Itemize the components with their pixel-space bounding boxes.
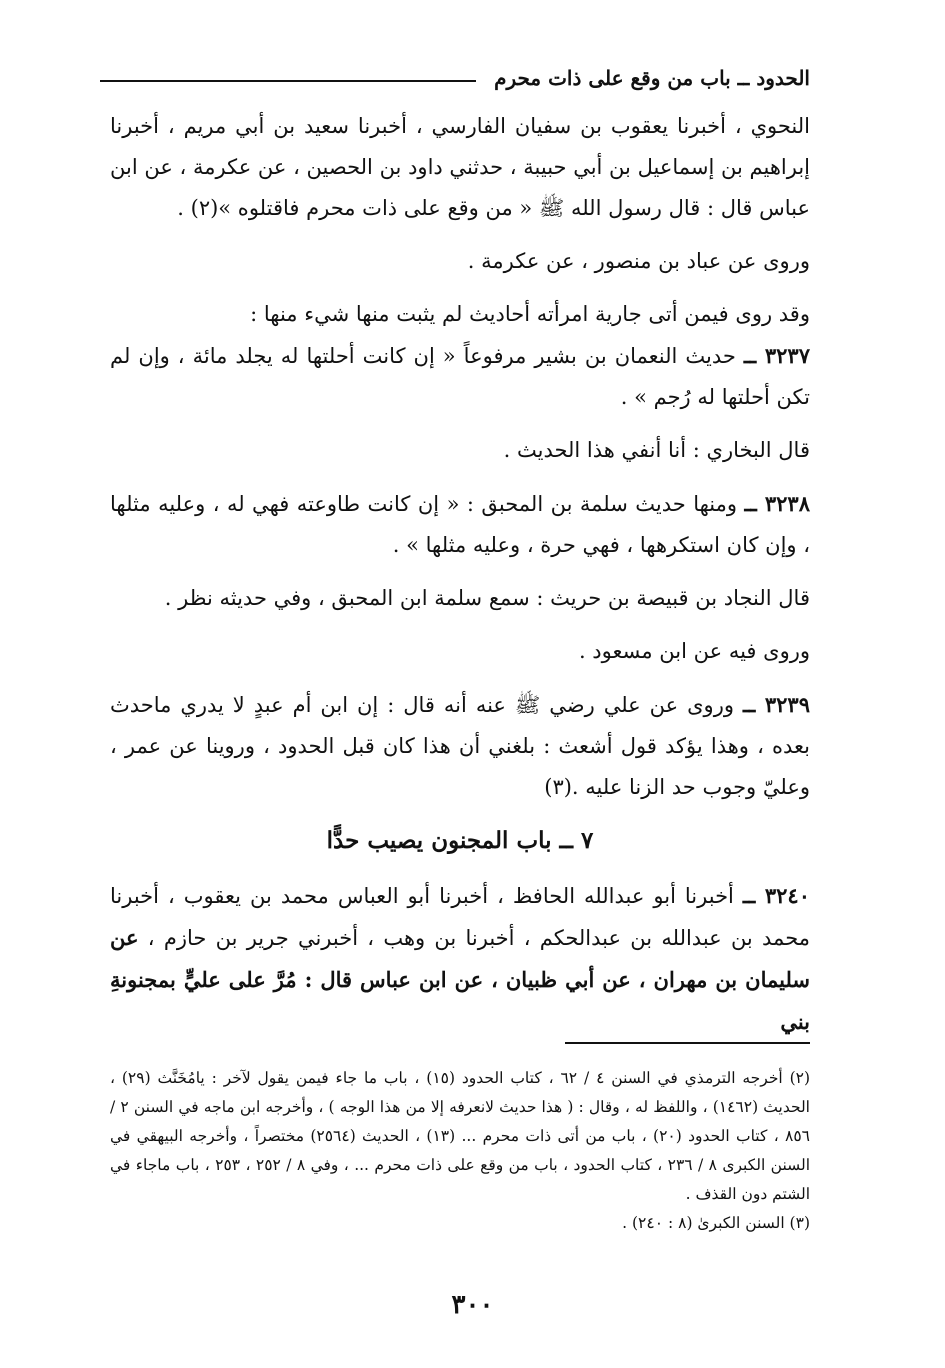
paragraph-intro: وقد روى فيمن أتى جارية امرأته أحاديث لم يثبت منها شيء منها : <box>250 302 810 326</box>
footnotes <box>110 1064 810 1238</box>
hadith-3238 <box>110 483 810 566</box>
hadith-text: وروى عن علي رضي ﷺ عنه أنه قال : إن ابن أم عبدٍ لا يدري ماحدث بعده ، وهذا يؤكد قول أشعث : بلغني أن هذا كان قبل الحدود ، وروينا عن عمر ، وعليّ وجوب حد الزنا عليه .(٣) <box>110 693 810 799</box>
hadith-text: ومنها حديث سلمة بن المحبق : « إن كانت طاوعته فهي له ، وعليه مثلها ، وإن كان استكرهها ، فهي حرة ، وعليه مثلها » . <box>110 492 810 557</box>
main-text <box>110 106 810 1055</box>
hadith-text: أخبرنا أبو عبدالله الحافظ ، أخبرنا أبو العباس محمد بن يعقوب ، أخبرنا محمد بن عبدالله بن عبدالحكم ، أخبرنا بن وهب ، أخبرني جرير بن حازم ، <box>110 884 810 950</box>
footnote-3: (٣) السنن الكبرىٰ (٨ : ٢٤٠) . <box>622 1214 810 1232</box>
page-number: ٣٠٠ <box>451 1290 494 1320</box>
hadith-text: حديث النعمان بن بشير مرفوعاً « إن كانت أحلتها له يجلد مائة ، وإن لم تكن أحلتها له رُجم » . <box>110 344 810 409</box>
hadith-3240 <box>110 875 810 1043</box>
footnote-2: (٢) أخرجه الترمذي في السنن ٤ / ٦٢ ، كتاب الحدود (١٥) ، باب ما جاء فيمن يقول لآخر : يامُخَنَّث (٢٩) ، الحديث (١٤٦٢) ، واللفظ له ، وقال : ( هذا حديث لانعرفه إلا من هذا الوجه ) ، وأخرجه ابن ماجه في السنن ٢ / ٨٥٦ ، كتاب الحدود (٢٠) ، باب من أتى ذات محرم ... (١٣) ، الحديث (٢٥٦٤) مختصراً ، وأخرجه البيهقي في السنن الكبرى ٨ / ٢٣٦ ، كتاب الحدود ، باب من وقع على ذات محرم ... ، وفي ٨ / ٢٥٢ ، ٢٥٣ ، باب ماجاء في الشتم دون القذف . <box>110 1069 811 1203</box>
hadith-text-bold: عن سليمان بن مهران ، عن أبي ظبيان ، عن ابن عباس قال : مُرَّ على عليٍّ بمجنونةِ بني <box>110 925 810 1034</box>
paragraph-riwaya: وروى عن عباد بن منصور ، عن عكرمة . <box>467 249 810 273</box>
paragraph-isnad: النحوي ، أخبرنا يعقوب بن سفيان الفارسي ، أخبرنا سعيد بن أبي مريم ، أخبرنا إبراهيم بن إسماعيل بن أبي حبيبة ، حدثني داود بن الحصين ، عن عكرمة ، عن ابن عباس قال : قال رسول الله ﷺ « من وقع على ذات محرم فاقتلوه »(٢) . <box>110 114 810 220</box>
hadith-3237 <box>110 335 810 418</box>
paragraph-ibn-masud: وروى فيه عن ابن مسعود . <box>578 639 810 663</box>
header-title: الحدود ــ باب من وقع على ذات محرم <box>494 66 810 90</box>
hadith-number: ٣٢٤٠ ــ <box>742 883 810 908</box>
hadith-number: ٣٢٣٨ ــ <box>744 491 810 516</box>
chapter-heading: ٧ ــ باب المجنون يصيب حدًّا <box>326 827 594 854</box>
header-rule <box>100 80 476 82</box>
paragraph-bukhari: قال البخاري : أنا أنفي هذا الحديث . <box>503 438 810 462</box>
hadith-number: ٣٢٣٩ ــ <box>742 692 810 717</box>
running-header <box>100 58 810 98</box>
hadith-3239 <box>110 684 810 808</box>
hadith-number: ٣٢٣٧ ــ <box>743 343 810 368</box>
footnote-rule <box>565 1042 810 1044</box>
paragraph-najjad: قال النجاد بن قبيصة بن حريث : سمع سلمة ابن المحبق ، وفي حديثه نظر . <box>164 586 810 610</box>
